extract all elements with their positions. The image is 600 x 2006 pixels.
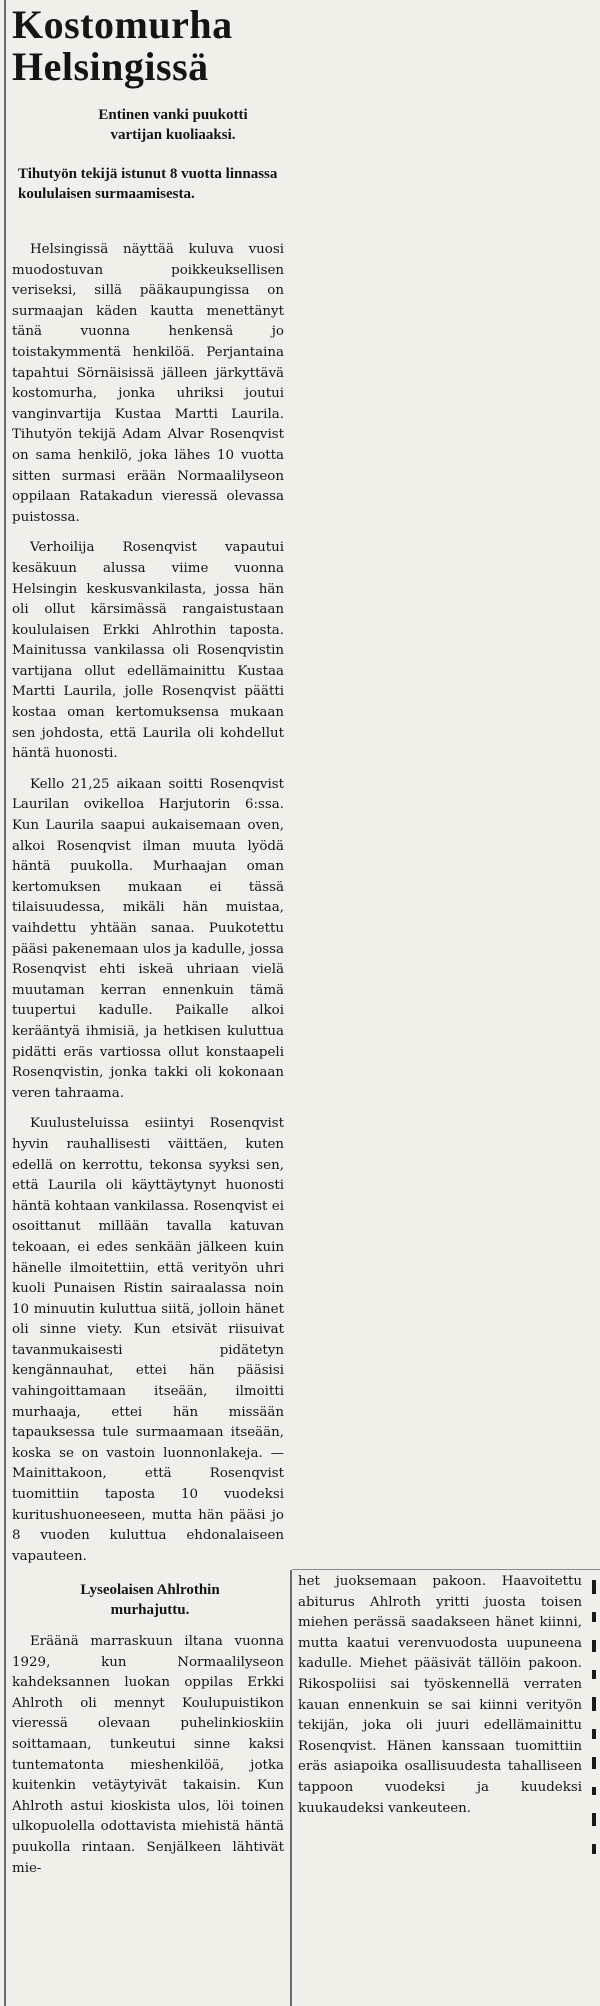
bottom-right-column [298,1572,582,1819]
headline-line-1: Kostomurha [12,2,233,47]
subheading-3-line-1: Lyseolaisen Ahlrothin [80,1582,220,1598]
column-rule-left [4,0,6,2006]
subheading-1 [58,105,288,145]
bottom-left-column [12,1632,284,1879]
paragraph-4: Kuulusteluissa esiintyi Rosenqvist hyvin rauhallisesti väittäen, kuten edellä on kerrottu, tekonsa syyksi sen, että Laurila oli käyttäytynyt huonosti häntä kohtaan vankilassa. Rosenqvist ei osoittanut millään tavalla katuvan tekoaan, ei edes senkään jälkeen kuin hänelle ilmoitettiin, että verityön uhri kuoli Punaisen Ristin sairaalassa noin 10 minuutin kuluttua siitä, jolloin hänet oli sinne viety. Kun etsivät riisuivat tavanmukaisesti pidätetyn kengännauhat, ettei hän pääsisi vahingoittamaan itseään, ilmoitti murhaaja, ettei hän missään tapauksessa tule surmaamaan itseään, koska se on vastoin luonnonlakeja. — Mainittakoon, että Rosenqvist tuomittiin taposta 10 vuodeksi kuritushuoneeseen, mutta hän pääsi jo 8 vuoden kuluttua ehdonalaiseen vapauteen. [12,1116,284,1564]
column-rule-middle [290,1570,292,2006]
subheading-1-line-2: vartijan kuoliaaksi. [110,127,236,143]
section-rule [292,1569,600,1570]
paragraph-1: Helsingissä näyttää kuluva vuosi muodostuvan poikkeuksellisen veriseksi, sillä pääkaupungissa on surmaajan käden kautta menettänyt tänä vuonna henkensä jo toistakymmentä henkilöä. Perjantaina tapahtui Sörnäisissä jälleen järkyttävä kostomurha, jonka uhriksi joutui vanginvartija Kustaa Martti Laurila. Tihutyön tekijä Adam Alvar Rosenqvist on sama henkilö, joka lähes 10 vuotta sitten surmasi erään Normaalilyseon oppilaan Ratakadun vieressä olevassa puistossa. [12,242,284,525]
bottom-left-paragraph: Eräänä marraskuun iltana vuonna 1929, kun Normaalilyseon kahdeksannen luokan oppilas Erkki Ahlroth oli mennyt Koulupuistikon vieressä olevaan puhelinkioskiin soittamaan, tunkeutui sinne kaksi tuntematonta mieshenkilöä, jotka kuitenkin vetäytyivät takaisin. Kun Ahlroth astui kioskista ulos, löi toinen ulkopuolella odottavista miehistä häntä puukolla rintaan. Senjälkeen lähtivät mie- [12,1634,284,1876]
subheading-2: Tihutyön tekijä istunut 8 vuotta linnassa koululaisen surmaamisesta. [18,166,278,202]
paragraph-2: Verhoilija Rosenqvist vapautui kesäkuun alussa viime vuonna Helsingin keskusvankilasta, jossa hän oli ollut kärsimässä rangaistustaan koululaisen Erkki Ahlrothin taposta. Mainitussa vankilassa oli Rosenqvistin vartijana ollut edellämainittu Kustaa Martti Laurila, jolle Rosenqvist päätti kostaa oman kertomuksensa mukaan sen johdosta, että Laurila oli kohdellut häntä huonosti. [12,540,284,762]
bottom-right-paragraph: het juoksemaan pakoon. Haavoitettu abiturus Ahlroth yritti juosta toisen miehen perässä saadakseen hänet kiinni, mutta kaatui verenvuodosta uupuneena kadulle. Miehet pääsivät tällöin pakoon. Rikospoliisi sai työskennellä verraten kauan ennenkuin se sai kiinni verityön tekijän, joka oli juuri edellämainittu Rosenqvist. Hänen kanssaan tuomittiin eräs asiapoika osallisuudesta tahalliseen tappoon vuodeksi ja kuudeksi kuukaudeksi vankeuteen. [298,1574,582,1816]
adjacent-column-fragment [588,1580,600,2000]
headline-line-2: Helsingissä [12,44,209,89]
subheading-3 [20,1580,280,1620]
headline [12,4,297,88]
article-body [12,240,284,1567]
subheading-3-line-2: murhajuttu. [110,1602,190,1618]
paragraph-3: Kello 21,25 aikaan soitti Rosenqvist Laurilan ovikelloa Harjutorin 6:ssa. Kun Laurila saapui aukaisemaan oven, alkoi Rosenqvist ilman muuta lyödä häntä puukolla. Murhaajan oman kertomuksen mukaan ei tässä tilaisuudessa, mikäli hän muistaa, vaihdettu yhtään sanaa. Puukotettu pääsi pakenemaan ulos ja kadulle, jossa Rosenqvist ehti iskeä uhriaan vielä muutaman kerran ennenkuin tämä tuupertui kadulle. Paikalle alkoi kerääntyä ihmisiä, ja hetkisen kuluttua pidätti eräs vartiossa ollut konstaapeli Rosenqvistin, jonka takki oli kokonaan veren tahraama. [12,776,284,1101]
subheading-1-line-1: Entinen vanki puukotti [98,107,248,123]
